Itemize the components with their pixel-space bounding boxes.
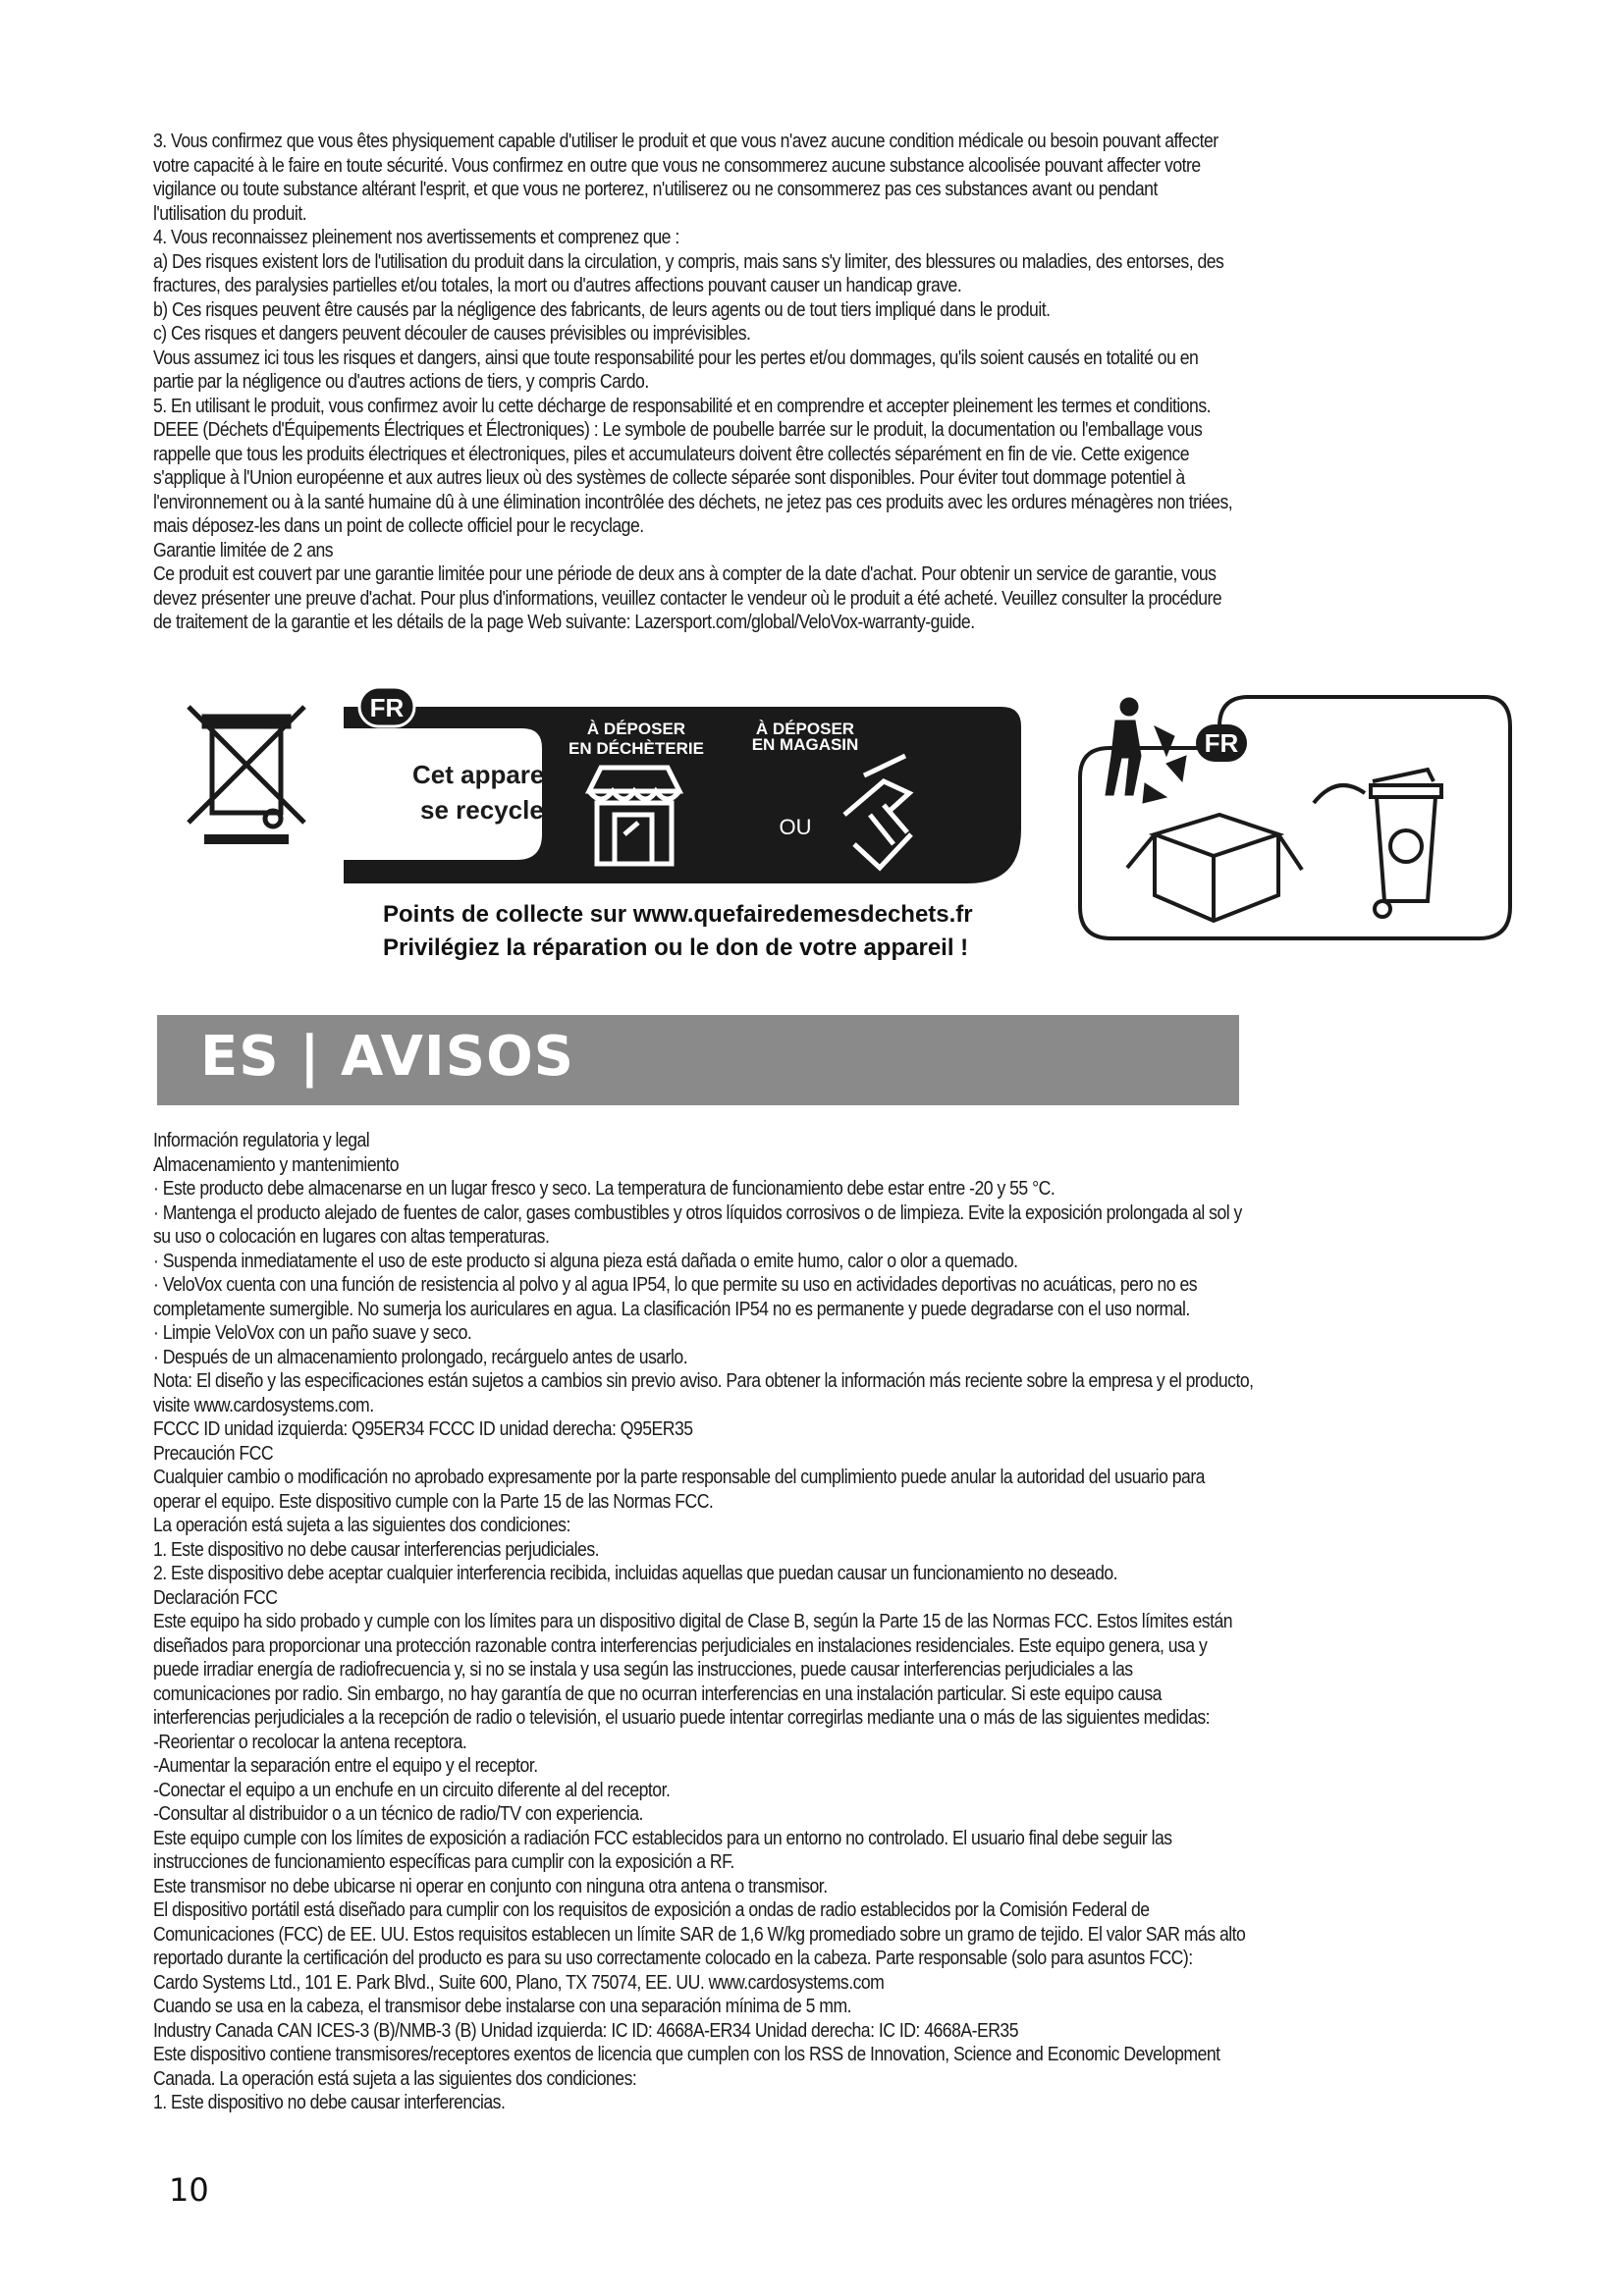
paragraph-line: 1. Este dispositivo no debe causar interferencias perjudiciales.: [153, 1537, 600, 1561]
es-text-block: [153, 1129, 1498, 2115]
paragraph-line: de traitement de la garantie et les détails de la page Web suivante: Lazersport.com/global/VeloVox-warranty-guide.: [153, 611, 975, 633]
paragraph-line: visite www.cardosystems.com.: [153, 1393, 374, 1416]
paragraph-line: mais déposez-les dans un point de collecte officiel pour le recyclage.: [153, 514, 644, 537]
paragraph-line: · Mantenga el producto alejado de fuentes de calor, gases combustibles y otros líquidos corrosivos o de limpieza. Evite la exposición prolongada al sol y: [153, 1201, 1242, 1224]
paragraph-line: Cualquier cambio o modificación no aprobado expresamente por la parte responsable del cumplimiento puede anular la autoridad del usuario para: [153, 1466, 1205, 1488]
recycle-line-2: se recyclent: [420, 795, 568, 825]
paragraph-line: vigilance ou toute substance altérant l'esprit, et que vous ne porterez, n'utiliserez ou ne consommerez pas ces substances avant ou pendant: [153, 178, 1158, 200]
paragraph-line: El dispositivo portátil está diseñado para cumplir con los requisitos de exposición a ondas de radio establecidos por la Comisión Federal de: [153, 1898, 1150, 1921]
deposit-dechetterie-line-1: À DÉPOSER: [586, 720, 686, 738]
paragraph-line: b) Ces risques peuvent être causés par la négligence des fabricants, de leurs agents ou de tout tiers impliqué dans le produit.: [153, 297, 1051, 321]
paragraph-line: Información regulatoria y legal: [153, 1129, 370, 1151]
paragraph-line: 5. En utilisant le produit, vous confirmez avoir lu cette décharge de responsabilité et en comprendre et accepter pleinement les termes et conditions.: [153, 394, 1212, 417]
paragraph-line: -Reorientar o recolocar la antena receptora.: [153, 1730, 467, 1753]
paragraph-line: puede irradiar energía de radiofrecuencia y, si no se instala y usa según las instrucciones, puede causar interferencias perjudiciales a las: [153, 1658, 1133, 1681]
paragraph-line: instrucciones de funcionamiento específicas para cumplir con la exposición a RF.: [153, 1850, 734, 1873]
paragraph-line: · Limpie VeloVox con un paño suave y seco.: [153, 1321, 472, 1344]
es-section-banner: [157, 1015, 1239, 1105]
paragraph-line: FCCC ID unidad izquierda: Q95ER34 FCCC ID unidad derecha: Q95ER35: [153, 1417, 693, 1440]
paragraph-line: -Conectar el equipo a un enchufe en un circuito diferente al del receptor.: [153, 1778, 671, 1801]
or-label: OU: [779, 815, 812, 839]
triman-sorting-logo: [1072, 687, 1514, 947]
paragraph-line: Este transmisor no debe ubicarse ni operar en conjunto con ninguna otra antena o transmisor.: [153, 1874, 828, 1897]
paragraph-line: Comunicaciones (FCC) de EE. UU. Estos requisitos establecen un límite SAR de 1,6 W/kg promediado sobre un gramo de tejido. El valor SAR más alto: [153, 1922, 1246, 1946]
paragraph-line: devez présenter une preuve d'achat. Pour plus d'informations, veuillez contacter le vendeur où le produit a été acheté. Veuillez consulter la procédure: [153, 586, 1222, 610]
crossed-bin-icon: [189, 707, 304, 844]
paragraph-line: operar el equipo. Este dispositivo cumple con la Parte 15 de las Normas FCC.: [153, 1489, 714, 1513]
es-section-title: ES | AVISOS: [200, 1025, 575, 1089]
paragraph-line: Nota: El diseño y las especificaciones están sujetos a cambios sin previo aviso. Para obtener la información más reciente sobre la empresa y el producto,: [153, 1369, 1254, 1392]
paragraph-line: fractures, des paralysies partielles et/ou totales, la mort ou d'autres affections pouvant causer un handicap grave.: [153, 274, 962, 296]
paragraph-line: Precaución FCC: [153, 1441, 274, 1465]
deposit-magasin-line-1: À DÉPOSER: [755, 720, 855, 738]
paragraph-line: DEEE (Déchets d'Équipements Électriques et Électroniques) : Le symbole de poubelle barrée sur le produit, la documentation ou l'emballage vous: [153, 418, 1203, 441]
deposit-dechetterie-line-2: EN DÉCHÈTERIE: [568, 739, 704, 758]
fr-badge: FR: [369, 693, 405, 722]
paragraph-line: Ce produit est couvert par une garantie limitée pour une période de deux ans à compter de la date d'achat. Pour obtenir un service de garantie, vous: [153, 562, 1217, 585]
fr-text-block: [153, 130, 1498, 635]
paragraph-line: La operación está sujeta a las siguientes dos condiciones:: [153, 1514, 570, 1536]
paragraph-line: Garantie limitée de 2 ans: [153, 538, 334, 561]
page-number: 10: [169, 2171, 209, 2209]
paragraph-line: 3. Vous confirmez que vous êtes physiquement capable d'utiliser le produit et que vous n'avez aucune condition médicale ou besoin pouvant affecter: [153, 130, 1218, 152]
paragraph-line: Industry Canada CAN ICES-3 (B)/NMB-3 (B) Unidad izquierda: IC ID: 4668A-ER34 Unidad derecha: IC ID: 4668A-ER35: [153, 2018, 1018, 2042]
arrow-icon: [1314, 785, 1365, 803]
paragraph-line: partie par la négligence ou d'autres actions de tiers, y compris Cardo.: [153, 370, 649, 393]
paragraph-line: c) Ces risques et dangers peuvent découler de causes prévisibles ou imprévisibles.: [153, 322, 751, 345]
paragraph-line: votre capacité à le faire en toute sécurité. Vous confirmez en outre que vous ne consommerez aucune substance alcoolisée pouvant affecter votre: [153, 153, 1201, 177]
paragraph-line: interferencias perjudiciales a la recepción de radio o televisión, el usuario puede intentar corregirlas mediante una o más de las siguientes medidas:: [153, 1706, 1211, 1729]
paragraph-line: Declaración FCC: [153, 1585, 278, 1609]
paragraph-line: Cardo Systems Ltd., 101 E. Park Blvd., Suite 600, Plano, TX 75074, EE. UU. www.cardosystems.com: [153, 1970, 885, 1994]
paragraph-line: · Este producto debe almacenarse en un lugar fresco y seco. La temperatura de funcionamiento debe estar entre -20 y 55 °C.: [153, 1177, 1056, 1200]
paragraph-line: su uso o colocación en lugares con altas temperaturas.: [153, 1225, 550, 1248]
paragraph-line: comunicaciones por radio. Sin embargo, no hay garantía de que no ocurran interferencias en una instalación particular. Si este equipo causa: [153, 1682, 1162, 1705]
paragraph-line: Este equipo ha sido probado y cumple con los límites para un dispositivo digital de Clase B, según la Parte 15 de las Normas FCC. Estos límites están: [153, 1610, 1233, 1632]
paragraph-line: 4. Vous reconnaissez pleinement nos avertissements et comprenez que :: [153, 226, 679, 248]
paragraph-line: Vous assumez ici tous les risques et dangers, ainsi que toute responsabilité pour les pertes et/ou dommages, qu'ils soient causés en totalité ou en: [153, 346, 1199, 369]
paragraph-line: · Suspenda inmediatamente el uso de este producto si alguna pieza está dañada o emite humo, calor o olor a quemado.: [153, 1249, 1018, 1272]
paragraph-line: -Aumentar la separación entre el equipo y el receptor.: [153, 1754, 538, 1777]
paragraph-line: Este dispositivo contiene transmisores/receptores exentos de licencia que cumplen con los RSS de Innovation, Science and Economic Development: [153, 2043, 1220, 2065]
recycle-line-1: Cet appareil: [412, 760, 559, 789]
paragraph-line: s'applique à l'Union européenne et aux autres lieux où des systèmes de collecte séparée sont disponibles. Pour éviter tout dommage potentiel à: [153, 466, 1185, 489]
cardboard-box-icon: [1127, 815, 1302, 921]
fr-badge-right: FR: [1204, 728, 1239, 758]
paragraph-line: Almacenamiento y mantenimiento: [153, 1152, 400, 1176]
paragraph-line: completamente sumergible. No sumerja los auriculares en agua. La clasificación IP54 no es permanente y puede degradarse con el uso normal.: [153, 1297, 1190, 1320]
paragraph-line: l'environnement ou à la santé humaine dû à une élimination incontrôlée des déchets, ne jetez pas ces produits avec les ordures ménagères non triées,: [153, 490, 1233, 513]
paragraph-line: diseñados para proporcionar una protección razonable contra interferencias perjudiciales en instalaciones residenciales. Este equipo genera, usa y: [153, 1633, 1208, 1657]
paragraph-line: 1. Este dispositivo no debe causar interferencias.: [153, 2091, 506, 2113]
recycling-bin-icon: [1371, 770, 1441, 917]
paragraph-line: Este equipo cumple con los límites de exposición a radiación FCC establecidos para un entorno no controlado. El usuario final debe seguir las: [153, 1826, 1172, 1849]
paragraph-line: reportado durante la certificación del producto es para su uso correctamente colocado en la cabeza. Parte responsable (solo para asuntos FCC):: [153, 1947, 1193, 1969]
paragraph-line: 2. Este dispositivo debe aceptar cualquier interferencia recibida, incluidas aquellas que puedan causar un funcionamiento no deseado.: [153, 1562, 1118, 1584]
paragraph-line: Cuando se usa en la cabeza, el transmisor debe instalarse con una separación mínima de 5 mm.: [153, 1995, 852, 2017]
paragraph-line: rappelle que tous les produits électriques et électroniques, piles et accumulateurs doivent être collectés séparément en fin de vie. Cette exigence: [153, 442, 1190, 465]
paragraph-line: · VeloVox cuenta con una función de resistencia al polvo y al agua IP54, lo que permite su uso en actividades deportivas no acuáticas, pero no es: [153, 1273, 1198, 1296]
repair-donate-line: Privilégiez la réparation ou le don de votre appareil !: [383, 934, 969, 961]
paragraph-line: a) Des risques existent lors de l'utilisation du produit dans la circulation, y compris, mais sans s'y limiter, des blessures ou maladies, des entorses, des: [153, 249, 1224, 273]
paragraph-line: Canada. La operación está sujeta a las siguientes dos condiciones:: [153, 2066, 637, 2090]
paragraph-line: l'utilisation du produit.: [153, 201, 307, 225]
collect-points-line: Points de collecte sur www.quefairedemesdechets.fr: [383, 901, 973, 928]
paragraph-line: -Consultar al distribuidor o a un técnico de radio/TV con experiencia.: [153, 1802, 643, 1825]
deposit-magasin-line-2: EN MAGASIN: [751, 735, 859, 754]
paragraph-line: · Después de un almacenamiento prolongado, recárguelo antes de usarlo.: [153, 1345, 688, 1368]
triman-person-icon: [1106, 698, 1186, 803]
